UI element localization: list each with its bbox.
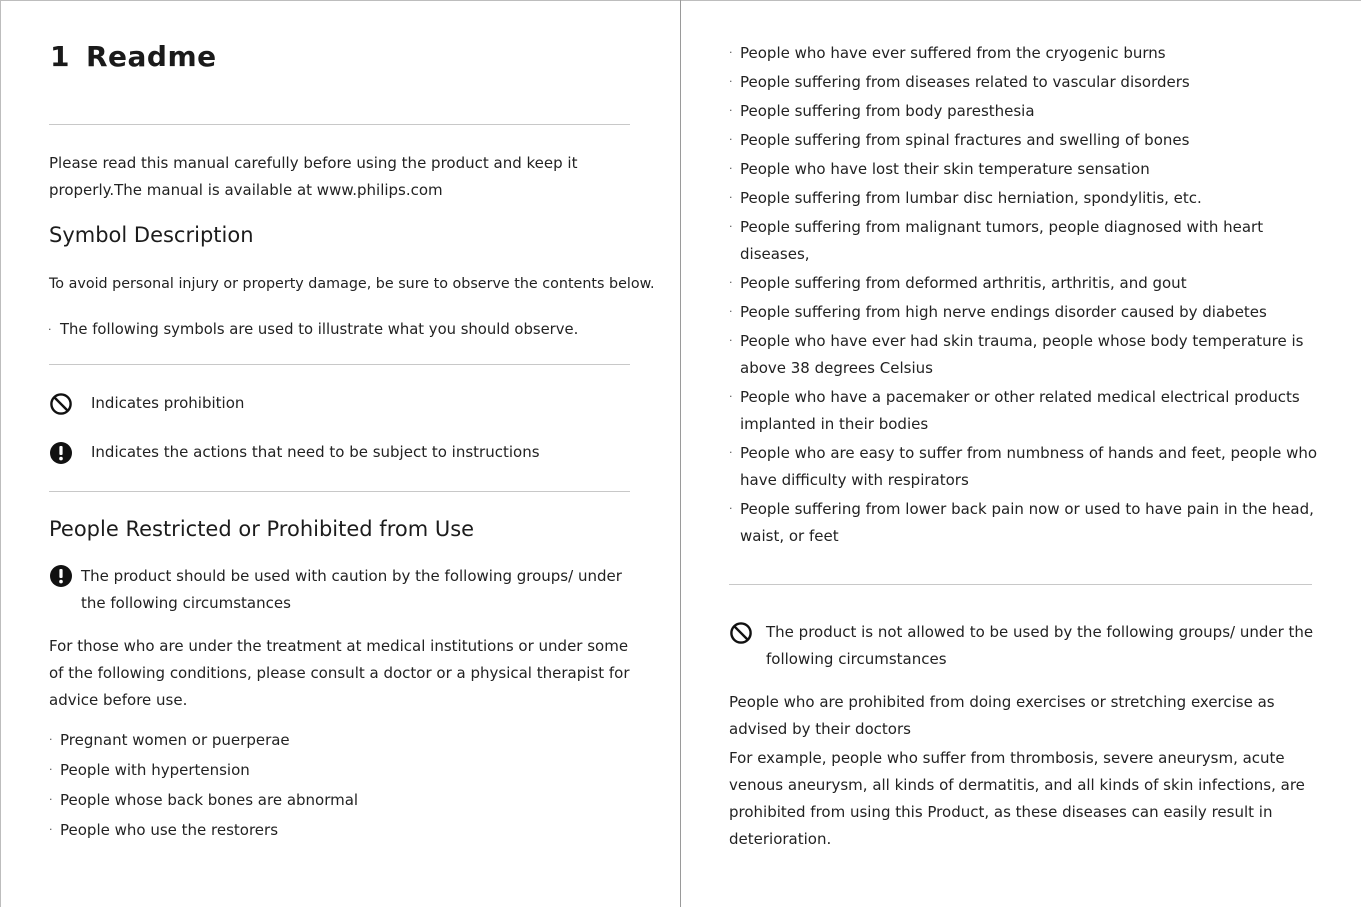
caution-text: The product should be used with caution by the following groups/ under the following circumstances xyxy=(81,567,622,612)
consult-paragraph: For those who are under the treatment at medical institutions or under some of the following conditions, please consult a doctor or a physical therapist for advice before use. xyxy=(49,637,630,709)
bullet-dot: · xyxy=(48,323,52,336)
list-item: · People suffering from lumbar disc herniation, spondylitis, etc. xyxy=(729,189,1202,207)
symbol-bullet-text: The following symbols are used to illustrate what you should observe. xyxy=(60,321,579,338)
list-item: · People suffering from body paresthesia xyxy=(729,102,1035,120)
section-number: 1 xyxy=(50,40,70,73)
prohibited-text: The product is not allowed to be used by the following groups/ under the following circumstances xyxy=(766,623,1314,668)
list-item: · People who have ever had skin trauma, people whose body temperature is above 38 degrees Celsius xyxy=(729,332,1304,377)
list-item: · People who are easy to suffer from numbness of hands and feet, people who have difficulty with respirators xyxy=(729,444,1318,489)
list-item: · People whose back bones are abnormal xyxy=(49,791,359,809)
list-item: · People who have ever suffered from the cryogenic burns xyxy=(729,44,1166,62)
page-title xyxy=(50,40,217,73)
exclamation-icon xyxy=(49,441,73,465)
restricted-heading: People Restricted or Prohibited from Use xyxy=(49,517,475,541)
list-item: · People suffering from malignant tumors, people diagnosed with heart diseases, xyxy=(729,218,1264,263)
symbol-caution-text: To avoid personal injury or property damage, be sure to observe the contents below. xyxy=(49,276,655,292)
list-item: · People suffering from diseases related to vascular disorders xyxy=(729,73,1190,91)
list-item: · People who have a pacemaker or other related medical electrical products implanted in their bodies xyxy=(729,388,1300,433)
intro-paragraph: Please read this manual carefully before using the product and keep it properly.The manual is available at www.philips.com xyxy=(49,154,578,199)
page-spine xyxy=(680,0,681,907)
list-item: · People who have lost their skin temperature sensation xyxy=(729,160,1150,178)
divider xyxy=(49,491,630,492)
prohibition-icon xyxy=(49,392,73,416)
prohibited-paragraph-1: People who are prohibited from doing exercises or stretching exercise as advised by their doctors xyxy=(729,693,1275,738)
list-item: · People who use the restorers xyxy=(49,821,279,839)
prohibition-label: Indicates prohibition xyxy=(91,394,245,412)
list-item: · People with hypertension xyxy=(49,761,250,779)
exclamation-icon xyxy=(49,564,73,588)
section-title: Readme xyxy=(85,40,217,73)
prohibited-paragraph-2: For example, people who suffer from thrombosis, severe aneurysm, acute venous aneurysm, all kinds of dermatitis, and all kinds of skin infections, are prohibited from using this Product, as these diseases can easily result in deterioration. xyxy=(729,749,1305,848)
caution-list xyxy=(49,727,639,847)
list-item: · People suffering from high nerve endings disorder caused by diabetes xyxy=(729,303,1267,321)
prohibition-icon xyxy=(729,621,753,645)
caution-list-continued xyxy=(729,40,1319,552)
list-item: · People suffering from lower back pain now or used to have pain in the head, waist, or feet xyxy=(729,500,1314,545)
list-item: · Pregnant women or puerperae xyxy=(49,731,290,749)
divider xyxy=(49,364,630,365)
symbol-bullet xyxy=(48,316,579,343)
divider xyxy=(49,124,630,125)
divider xyxy=(729,584,1312,585)
symbol-description-heading: Symbol Description xyxy=(49,223,254,247)
list-item: · People suffering from spinal fractures and swelling of bones xyxy=(729,131,1190,149)
list-item: · People suffering from deformed arthritis, arthritis, and gout xyxy=(729,274,1187,292)
instruction-label: Indicates the actions that need to be subject to instructions xyxy=(91,443,540,461)
